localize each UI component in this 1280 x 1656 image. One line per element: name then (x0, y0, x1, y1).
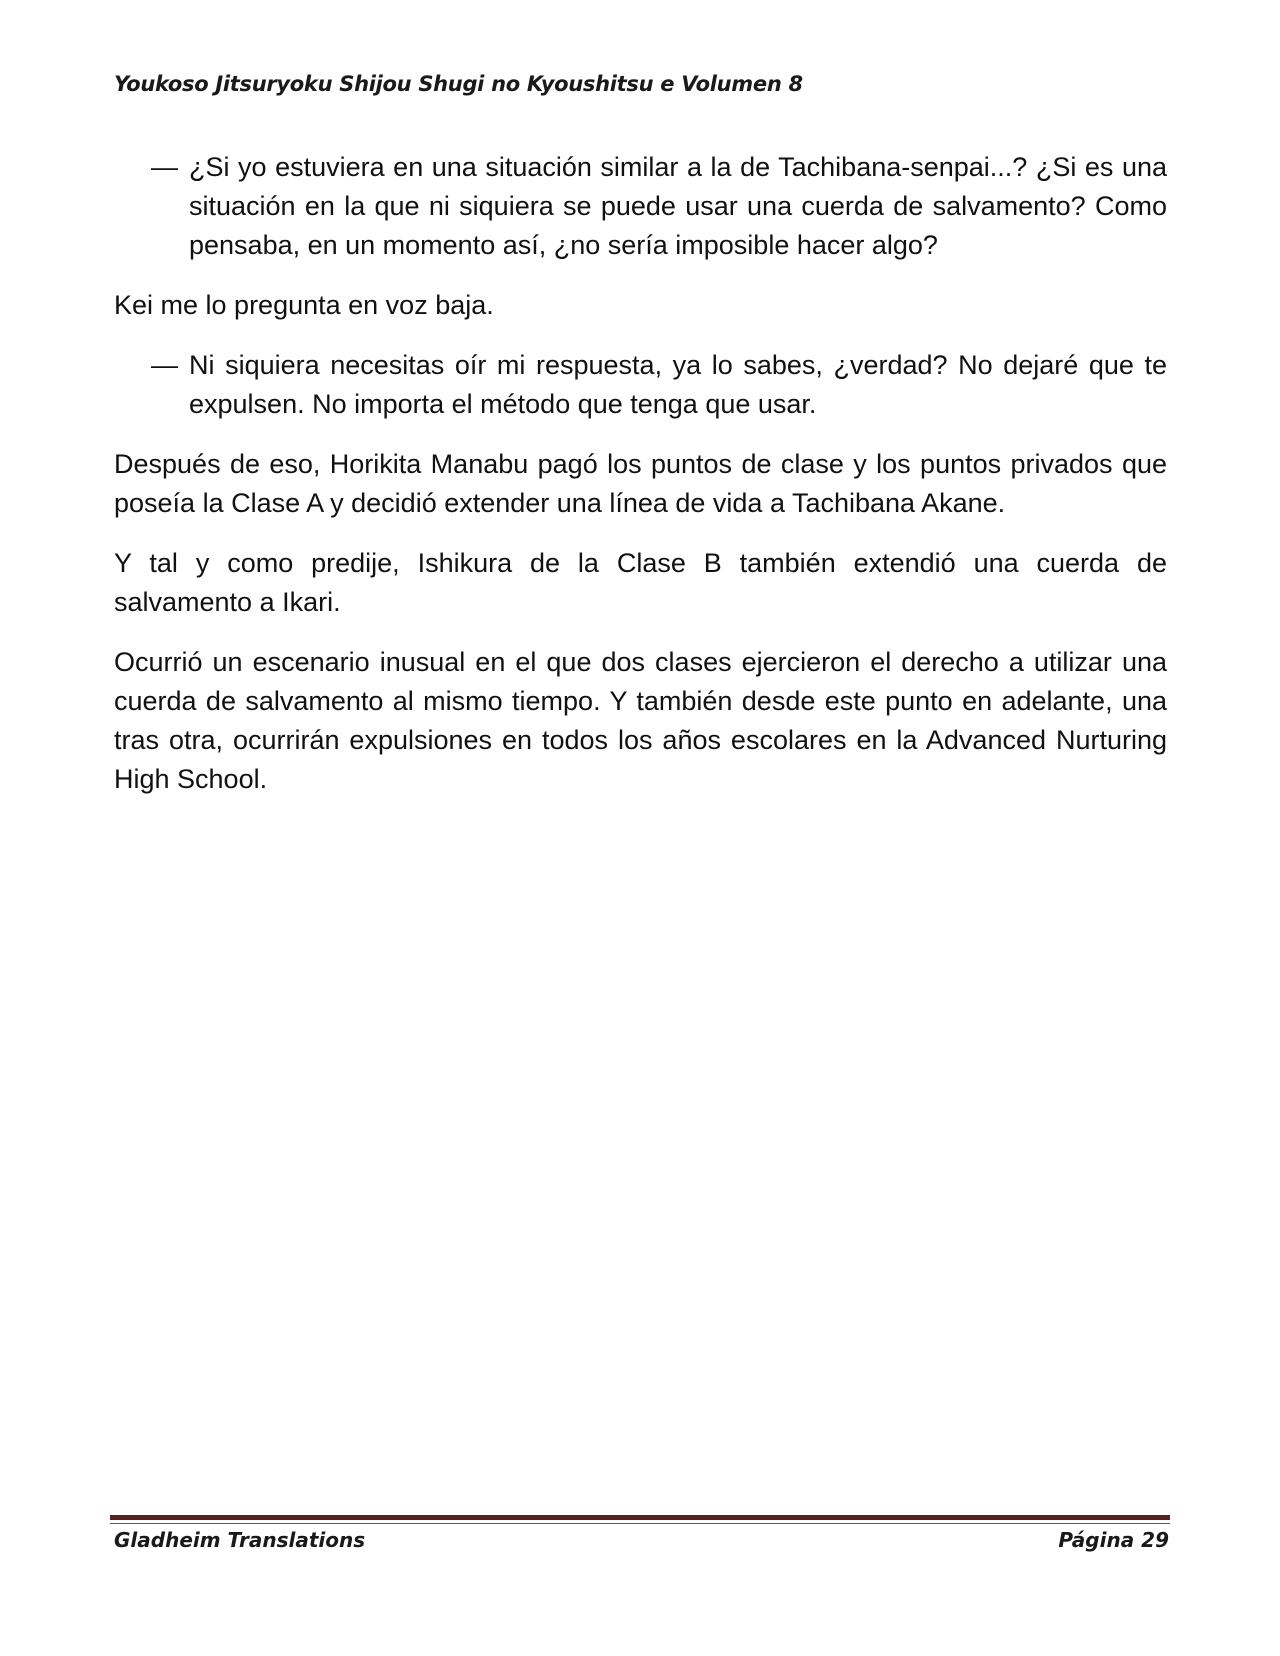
dialogue-line (114, 346, 1167, 424)
running-header: Youkoso Jitsuryoku Shijou Shugi no Kyoushitsu e Volumen 8 (114, 72, 803, 96)
footer-divider-thin (110, 1523, 1170, 1524)
paragraph: Y tal y como predije, Ishikura de la Clase B también extendió una cuerda de salvamento a Ikari. (114, 548, 1167, 617)
footer-publisher: Gladheim Translations (114, 1528, 366, 1552)
dialogue-text: ¿Si yo estuviera en una situación similar a la de Tachibana-senpai...? ¿Si es una situación en la que ni siquiera se puede usar una cuerda de salvamento? Como pensaba, en un momento así, ¿no sería imposible hacer algo? (189, 152, 1167, 260)
paragraph: Kei me lo pregunta en voz baja. (114, 290, 494, 320)
dialogue-dash: — (151, 350, 178, 380)
page-body (114, 148, 1167, 820)
paragraph: Ocurrió un escenario inusual en el que dos clases ejercieron el derecho a utilizar una cuerda de salvamento al mismo tiempo. Y también desde este punto en adelante, una tras otra, ocurrirán expulsiones en todos los años escolares en la Advanced Nurturing High School. (114, 647, 1167, 794)
paragraph: Después de eso, Horikita Manabu pagó los puntos de clase y los puntos privados que poseía la Clase A y decidió extender una línea de vida a Tachibana Akane. (114, 449, 1167, 518)
dialogue-dash: — (151, 152, 178, 182)
footer-divider (110, 1515, 1170, 1520)
dialogue-line (114, 148, 1167, 265)
page-footer (114, 1528, 1169, 1552)
dialogue-text: Ni siquiera necesitas oír mi respuesta, ya lo sabes, ¿verdad? No dejaré que te expulsen. No importa el método que tenga que usar. (189, 350, 1167, 419)
page-number: Página 29 (1058, 1528, 1169, 1552)
